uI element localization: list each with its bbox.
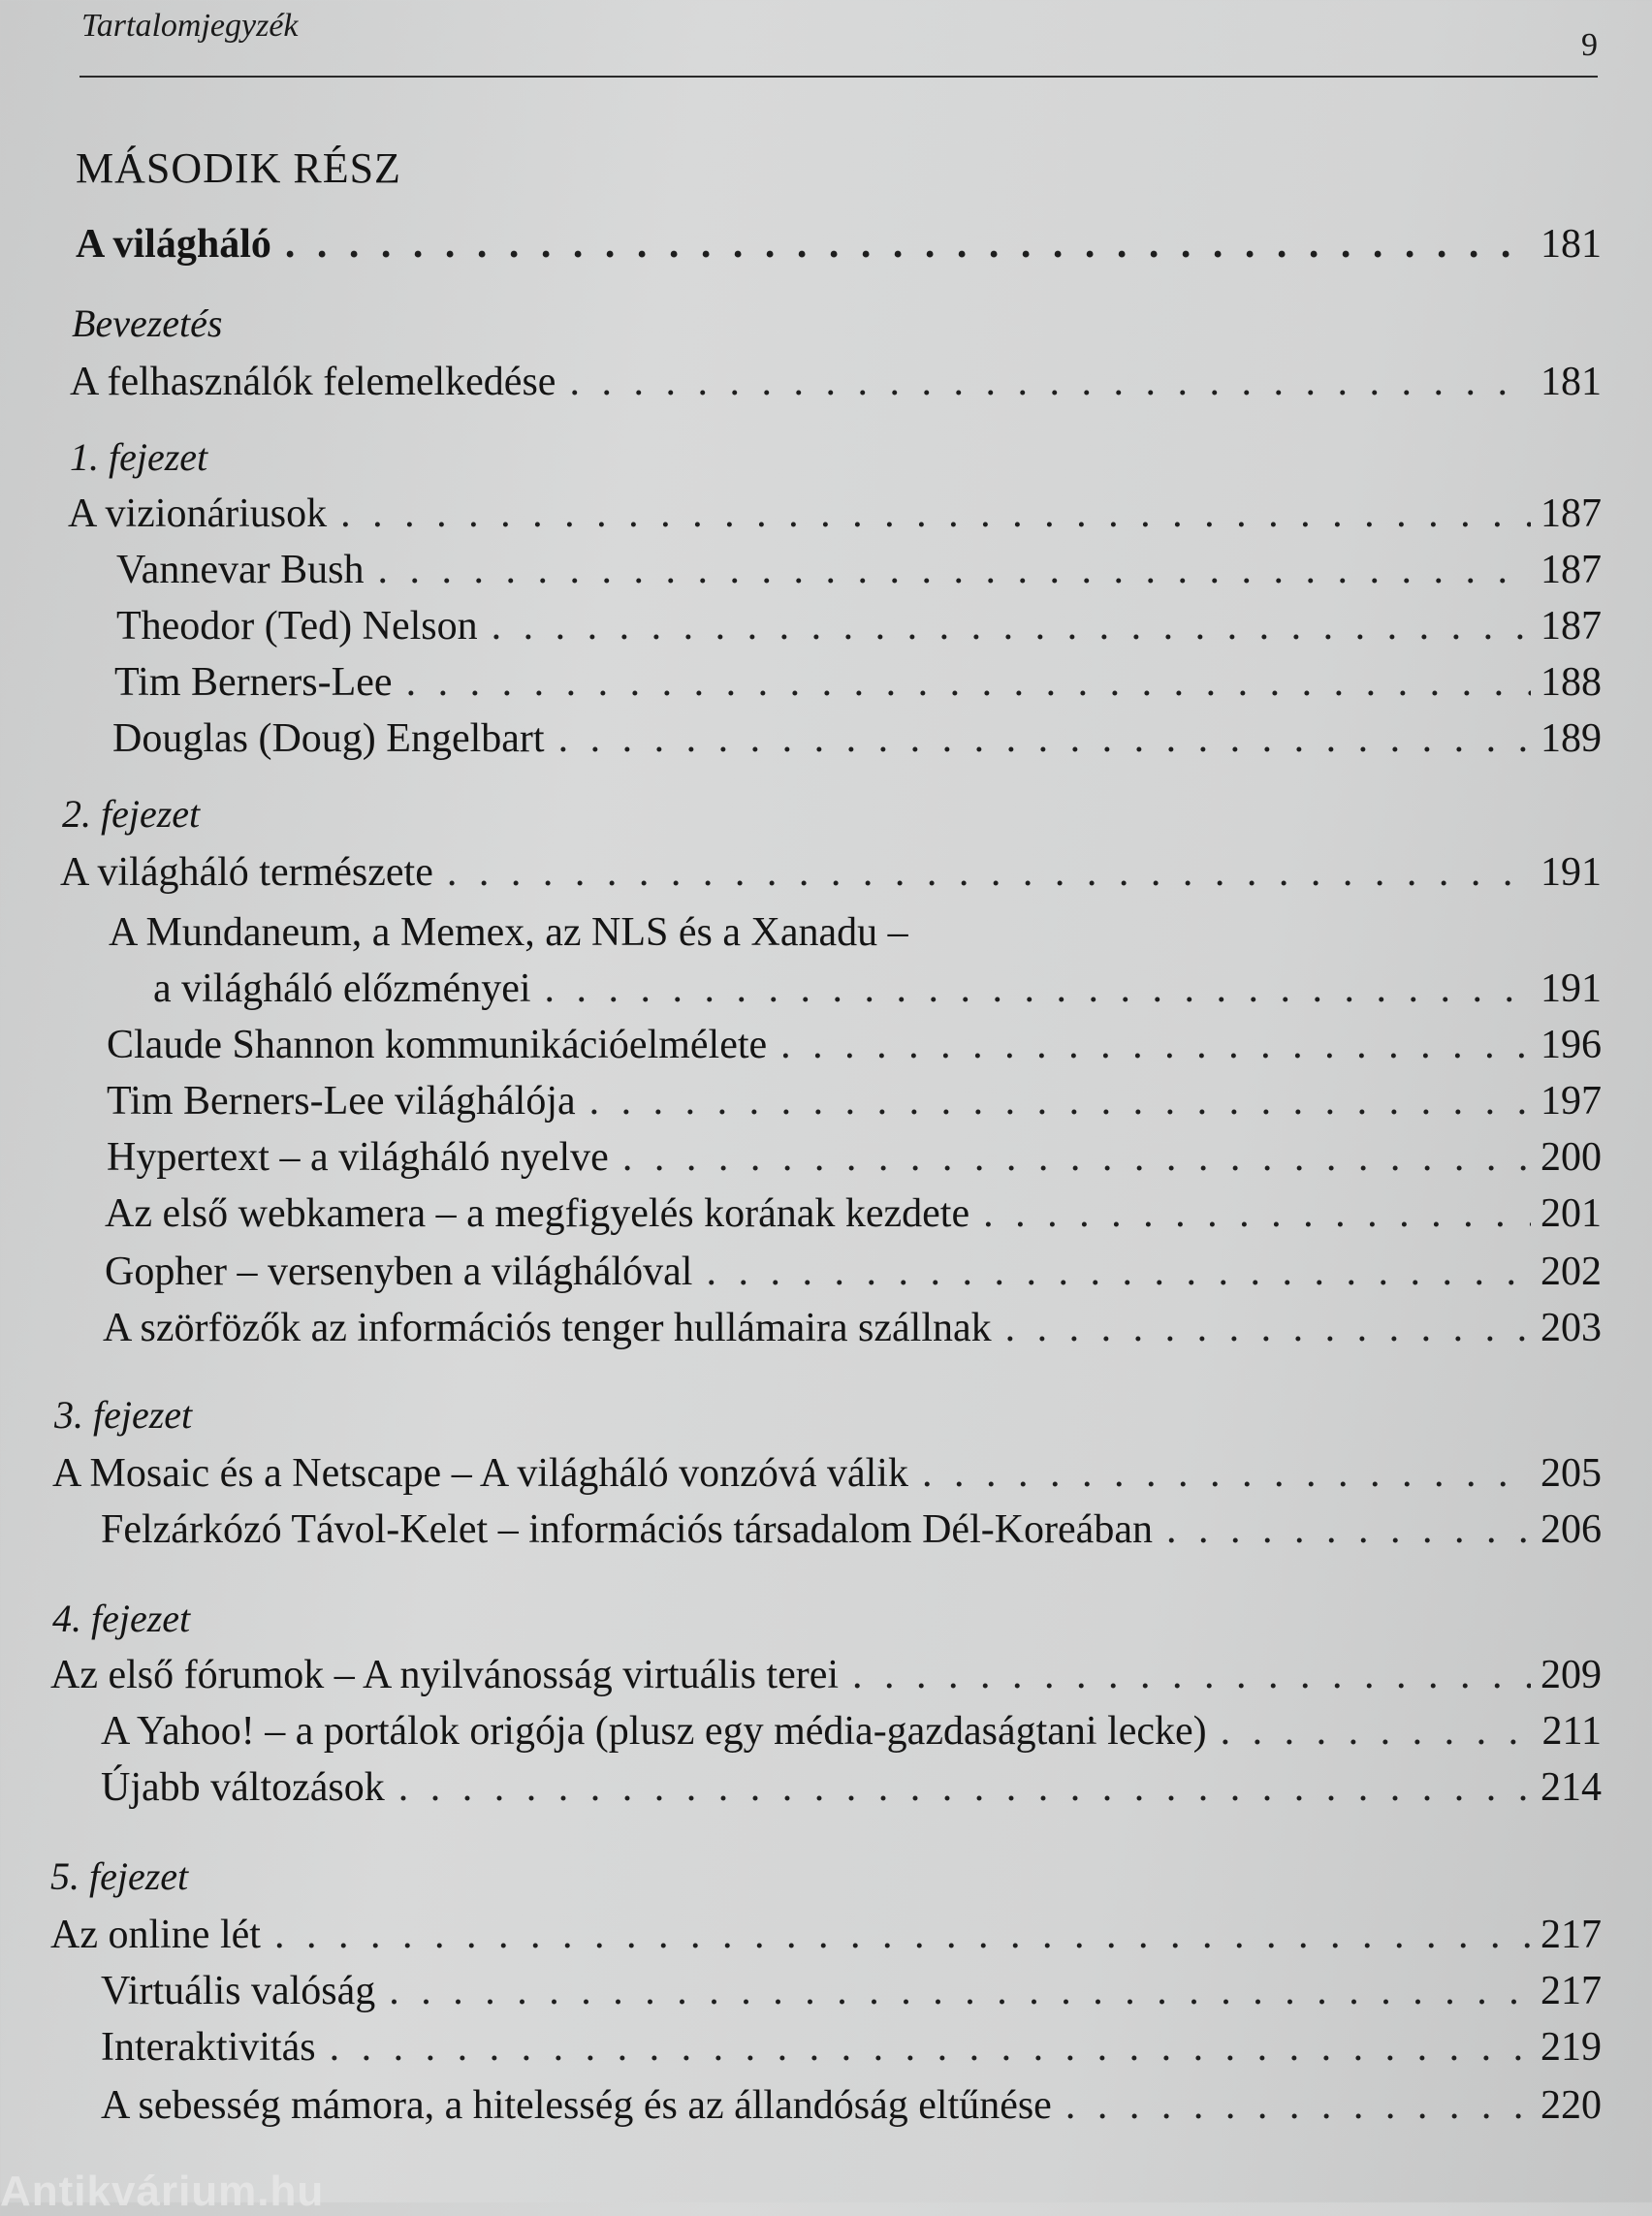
entry-title: Az első webkamera – a megfigyelés korának kezdete (105, 1191, 970, 1236)
running-header-page-number: 9 (1581, 27, 1598, 63)
entry-title: A Mosaic és a Netscape – A világháló vonzóvá válik (52, 1451, 908, 1496)
chapter-label-1: 1. fejezet (70, 435, 208, 479)
leader-dots (285, 221, 1531, 268)
entry-title: Interaktivitás (101, 2025, 316, 2070)
toc-entry-chapter (50, 1912, 1602, 1964)
toc-entry (112, 715, 1602, 768)
entry-title: Hypertext – a világháló nyelve (107, 1135, 609, 1180)
entry-title: Douglas (Doug) Engelbart (112, 716, 545, 761)
entry-title: Vannevar Bush (116, 548, 365, 592)
entry-page: 220 (1541, 2083, 1602, 2128)
toc-entry (114, 659, 1602, 712)
entry-page: 203 (1541, 1306, 1602, 1350)
leader-dots (398, 1764, 1531, 1811)
entry-title: A világháló (76, 222, 271, 267)
entry-title: A Yahoo! – a portálok origója (plusz egy média-gazdaságtani lecke) (101, 1709, 1207, 1754)
entry-page: 202 (1541, 1250, 1602, 1294)
leader-dots (545, 966, 1531, 1012)
leader-dots (389, 1968, 1531, 2014)
leader-dots (1166, 1506, 1531, 1553)
toc-entry-chapter (60, 849, 1602, 902)
chapter-label-2: 2. fejezet (62, 792, 201, 836)
header-rule (79, 76, 1598, 78)
entry-page: 219 (1541, 2025, 1602, 2070)
leader-dots (983, 1190, 1531, 1237)
entry-page: 209 (1541, 1653, 1602, 1697)
leader-dots (852, 1652, 1531, 1698)
leader-dots (780, 1022, 1531, 1068)
toc-entry (103, 1305, 1602, 1357)
chapter-label-5: 5. fejezet (50, 1854, 189, 1898)
entry-page: 211 (1541, 1709, 1602, 1754)
leader-dots (340, 491, 1531, 537)
entry-page: 205 (1541, 1451, 1602, 1496)
toc-entry (101, 2024, 1602, 2076)
toc-entry (101, 2082, 1602, 2135)
entry-title: Tim Berners-Lee (114, 660, 393, 705)
chapter-label-3: 3. fejezet (54, 1393, 193, 1437)
toc-entry (107, 1022, 1602, 1074)
entry-title: A világháló természete (60, 850, 433, 895)
leader-dots (569, 359, 1531, 405)
watermark: Antikvárium.hu (0, 2168, 325, 2215)
entry-page: 191 (1541, 850, 1602, 895)
toc-entry (105, 1249, 1602, 1301)
toc-entry (107, 1134, 1602, 1187)
leader-dots (1065, 2082, 1531, 2129)
toc-entry-chapter (52, 1450, 1602, 1503)
entry-title: A sebesség mámora, a hitelesség és az állandóság eltűnése (101, 2083, 1052, 2128)
entry-title: Tim Berners-Lee világhálója (107, 1079, 576, 1124)
entry-title: Felzárkózó Távol-Kelet – információs társadalom Dél-Koreában (101, 1507, 1153, 1552)
leader-dots (406, 659, 1531, 706)
entry-title: Az online lét (50, 1913, 261, 1957)
entry-page: 214 (1541, 1765, 1602, 1810)
entry-page: 217 (1541, 1969, 1602, 2013)
entry-title: A szörfözők az információs tenger hullámaira szállnak (103, 1306, 992, 1350)
entry-page: 197 (1541, 1079, 1602, 1124)
entry-title: Az első fórumok – A nyilvánosság virtuális terei (50, 1653, 840, 1697)
leader-dots (1221, 1708, 1533, 1755)
toc-entry-chapter (68, 491, 1602, 543)
toc-entry (70, 359, 1602, 411)
leader-dots (274, 1912, 1531, 1958)
section-label-intro: Bevezetés (72, 301, 223, 345)
entry-page: 196 (1541, 1023, 1602, 1067)
toc-entry-part-title (76, 221, 1602, 273)
entry-title: a világháló előzményei (153, 966, 531, 1011)
leader-dots (622, 1134, 1531, 1181)
leader-dots (377, 547, 1531, 593)
part-label: MÁSODIK RÉSZ (76, 144, 401, 192)
entry-page: 188 (1541, 660, 1602, 705)
leader-dots (330, 2024, 1531, 2071)
toc-entry-continued-line: A Mundaneum, a Memex, az NLS és a Xanadu – (109, 910, 908, 955)
entry-page: 187 (1541, 604, 1602, 649)
toc-entry (101, 1764, 1602, 1817)
toc-entry (101, 1968, 1602, 2020)
entry-title: Theodor (Ted) Nelson (116, 604, 478, 649)
entry-page: 201 (1541, 1191, 1602, 1236)
entry-page: 217 (1541, 1913, 1602, 1957)
toc-entry (101, 1708, 1602, 1760)
entry-title: Gopher – versenyben a világhálóval (105, 1250, 693, 1294)
entry-page: 181 (1541, 360, 1602, 404)
leader-dots (492, 603, 1531, 649)
entry-title: Virtuális valóság (101, 1969, 376, 2013)
toc-entry (107, 1078, 1602, 1130)
chapter-label-4: 4. fejezet (52, 1597, 191, 1640)
toc-entry (153, 966, 1602, 1018)
leader-dots (922, 1450, 1531, 1497)
leader-dots (447, 849, 1531, 896)
running-header-title: Tartalomjegyzék (81, 8, 299, 44)
entry-title: A felhasználók felemelkedése (70, 360, 556, 404)
toc-entry-chapter (50, 1652, 1602, 1704)
toc-entry (116, 547, 1602, 599)
toc-entry (105, 1190, 1602, 1243)
toc-entry (101, 1506, 1602, 1559)
leader-dots (1005, 1305, 1531, 1351)
toc-entry (116, 603, 1602, 655)
entry-page: 189 (1541, 716, 1602, 761)
entry-page: 191 (1541, 966, 1602, 1011)
entry-page: 187 (1541, 491, 1602, 536)
entry-title: A vizionáriusok (68, 491, 328, 536)
entry-title: Újabb változások (101, 1765, 385, 1810)
entry-page: 206 (1541, 1507, 1602, 1552)
leader-dots (706, 1249, 1531, 1295)
entry-title: Claude Shannon kommunikációelmélete (107, 1023, 768, 1067)
leader-dots (558, 715, 1531, 762)
entry-page: 187 (1541, 548, 1602, 592)
entry-page: 181 (1541, 222, 1602, 267)
entry-page: 200 (1541, 1135, 1602, 1180)
leader-dots (589, 1078, 1531, 1124)
